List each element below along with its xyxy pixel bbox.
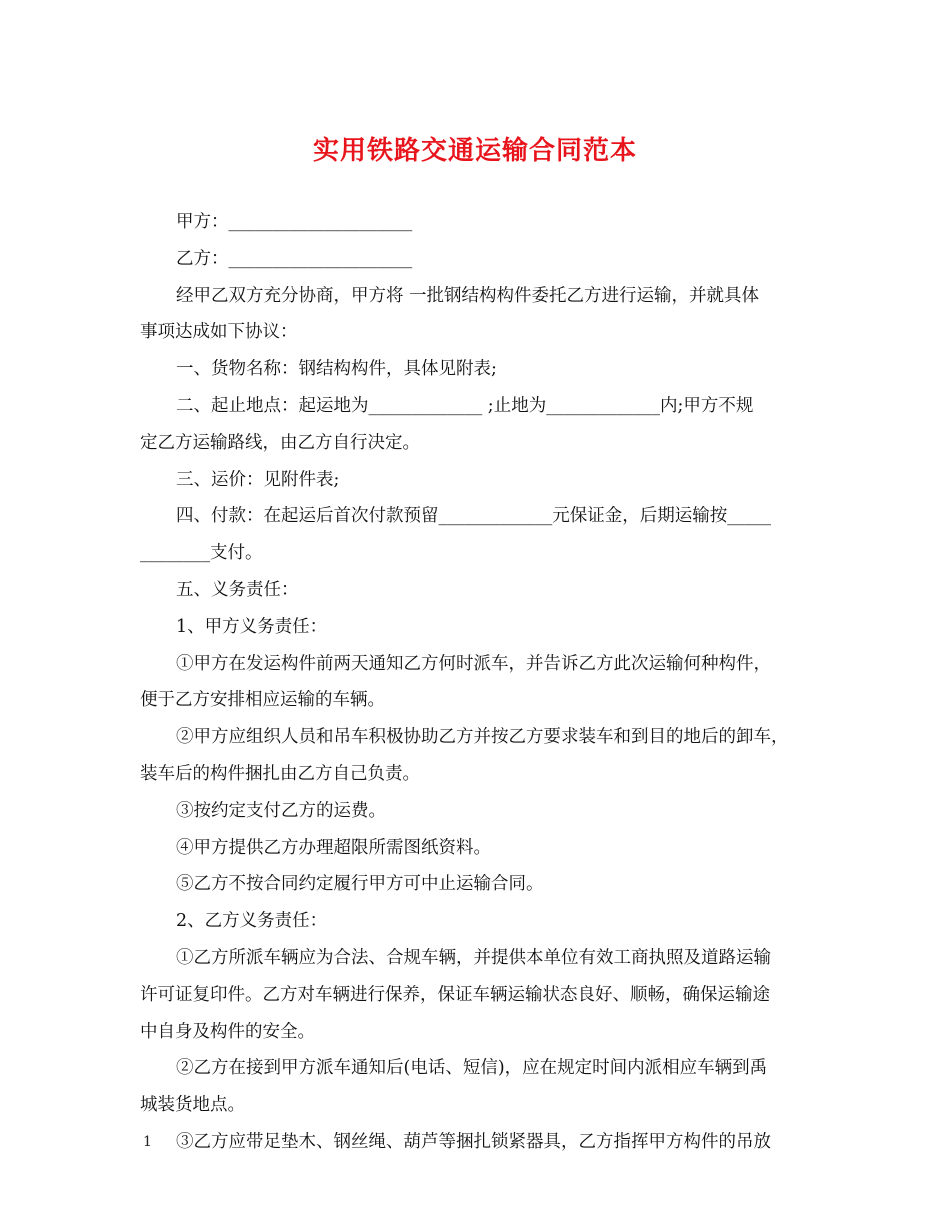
party-a-duty-1-line-1: ①甲方在发运构件前两天通知乙方何时派车，并告诉乙方此次运输何种构件，: [176, 653, 771, 674]
party-b-duties-heading: 2、乙方义务责任：: [176, 911, 328, 932]
clause-2-line-1: 二、起止地点：起运地为_____________ ;止地为_____________内;甲方不规: [176, 395, 754, 416]
party-b-duty-1-line-1: ①乙方所派车辆应为合法、合规车辆，并提供本单位有效工商执照及道路运输: [176, 947, 771, 968]
party-a-duty-3: ③按约定支付乙方的运费。: [176, 800, 386, 821]
document-title: 实用铁路交通运输合同范本: [312, 136, 637, 166]
intro-line-1: 经甲乙双方充分协商，甲方将 一批钢结构构件委托乙方进行运输，并就具体: [176, 285, 760, 306]
document-body: [140, 204, 825, 1161]
page-number: 1: [143, 1134, 152, 1150]
clause-2-line-2: 定乙方运输路线，由乙方自行决定。: [140, 432, 420, 453]
clause-4-line-2: ________支付。: [140, 543, 263, 564]
party-b-duty-2-line-2: 城装货地点。: [140, 1095, 245, 1116]
party-a-duty-5: ⑤乙方不按合同约定履行甲方可中止运输合同。: [176, 874, 544, 895]
party-b-duty-2-line-1: ②乙方在接到甲方派车通知后(电话、短信)，应在规定时间内派相应车辆到禹: [176, 1058, 768, 1079]
party-b-duty-1-line-2: 许可证复印件。乙方对车辆进行保养，保证车辆运输状态良好、顺畅，确保运输途: [140, 984, 770, 1005]
party-b-duty-3-line-1: ③乙方应带足垫木、钢丝绳、葫芦等捆扎锁紧器具，乙方指挥甲方构件的吊放: [176, 1131, 771, 1152]
party-b-duty-1-line-3: 中自身及构件的安全。: [140, 1021, 315, 1042]
party-a-duty-2-line-2: 装车后的构件捆扎由乙方自己负责。: [140, 763, 420, 784]
party-a-duty-1-line-2: 便于乙方安排相应运输的车辆。: [140, 690, 385, 711]
party-a-duties-heading: 1、甲方义务责任：: [176, 616, 328, 637]
clause-4-line-1: 四、付款：在起运后首次付款预留_____________元保证金，后期运输按_____: [176, 506, 771, 527]
intro-line-2: 事项达成如下协议：: [140, 322, 298, 343]
clause-3: 三、运价：见附件表;: [176, 469, 340, 490]
clause-1: 一、货物名称：钢结构构件，具体见附表;: [176, 359, 497, 380]
party-b-line: 乙方：_____________________: [176, 248, 413, 269]
clause-5-heading: 五、义务责任：: [176, 579, 299, 600]
party-a-duty-4: ④甲方提供乙方办理超限所需图纸资料。: [176, 837, 491, 858]
party-a-line: 甲方：_____________________: [176, 212, 413, 232]
party-a-duty-2-line-1: ②甲方应组织人员和吊车积极协助乙方并按乙方要求装车和到目的地后的卸车，: [176, 727, 789, 748]
